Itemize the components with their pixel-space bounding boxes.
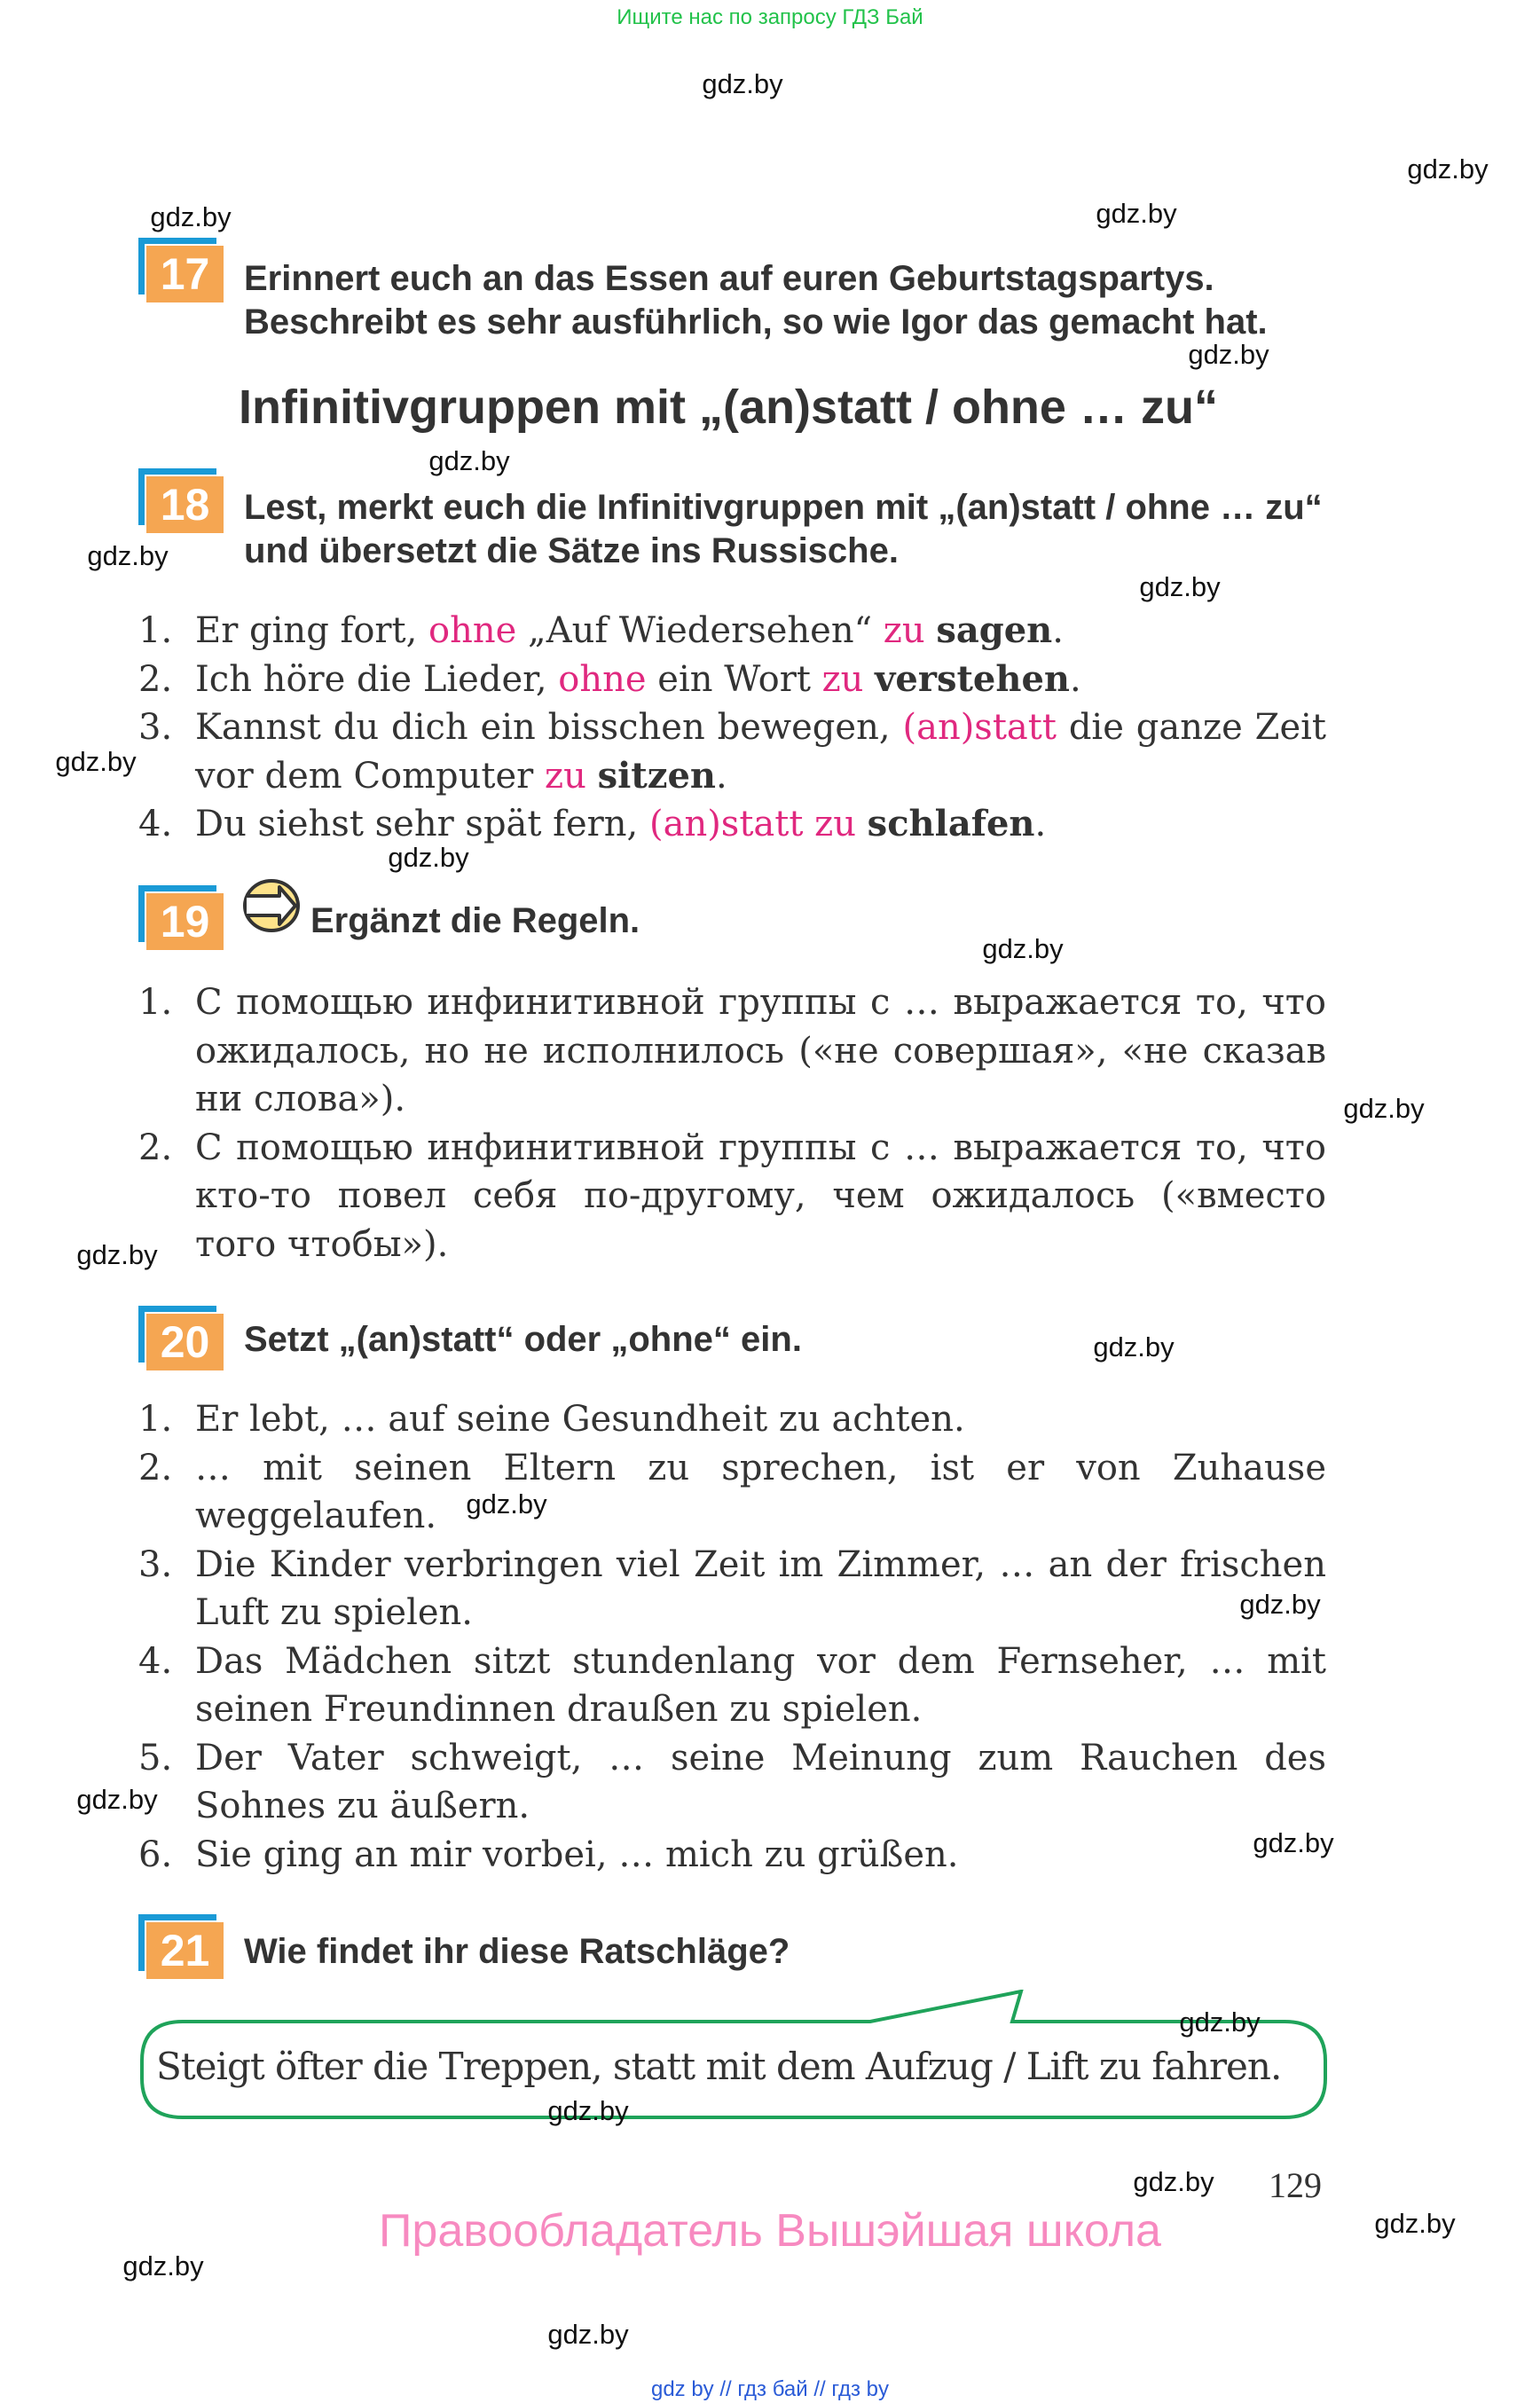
item-number: 5. [138,1737,173,1779]
watermark: gdz.by [702,68,783,99]
sentence-text: Kannst du dich ein bisschen bewegen, [195,707,903,748]
exercise-number: 20 [146,1314,224,1370]
list-item [133,1395,1326,1444]
exercise-number: 19 [146,893,224,950]
exercise-17-task: Erinnert euch an das Essen auf euren Geburtstagspartys. Beschreibt es sehr ausführlich, so wie Igor das gemacht hat. [244,259,1268,342]
sentence-text [586,756,598,797]
watermark: gdz.by [466,1488,547,1520]
sentence-text: Du siehst sehr spät fern, [195,804,649,844]
item-text: С помощью инфинитивной группы с … выражается то, что кто-то повел себя по-другому, чем ожидалось («вместо того чтобы»). [195,1127,1326,1265]
watermark: gdz.by [1133,2166,1214,2197]
item-text: Sie ging an mir vorbei, … mich zu grüßen. [195,1834,959,1875]
highlighted-word: ohne [558,658,647,700]
item-text: Er lebt, … auf seine Gesundheit zu achten. [195,1399,965,1440]
list-item [133,800,1326,849]
watermark: gdz.by [76,1239,158,1270]
exercise-badge-21 [138,1914,224,1976]
sentence-text [925,610,937,651]
item-number: 1. [138,1399,173,1440]
watermark: gdz.by [428,445,510,476]
exercise-20-task: Setzt „(an)statt“ oder „ohne“ ein. [244,1320,802,1359]
watermark: gdz.by [150,201,232,232]
exercise-badge-19 [138,885,224,947]
highlighted-word: zu [821,658,864,700]
watermark: gdz.by [122,2250,204,2281]
item-number: 4. [138,1640,173,1682]
item-number: 3. [138,707,173,748]
item-number: 6. [138,1834,173,1875]
exercise-number: 21 [146,1922,224,1979]
watermark: gdz.by [87,540,169,571]
exercise-badge-18 [138,468,224,530]
watermark: gdz.by [55,746,137,777]
watermark: gdz.by [547,2095,629,2126]
sentence-text: . [716,755,727,797]
footer-links[interactable]: gdz by // гдз бай // гдз by [650,2377,890,2401]
item-text: … mit seinen Eltern zu sprechen, ist er von Zuhause weggelaufen. [195,1447,1326,1536]
highlighted-word: (an)statt [902,707,1057,748]
item-text: С помощью инфинитивной группы с … выражается то, что ожидалось, но не исполнилось («не совершая», «не сказав ни слова»). [195,982,1326,1119]
advice-text: Steigt öfter die Treppen, statt mit dem Aufzug / Lift zu fahren. [156,2045,1282,2088]
watermark: gdz.by [388,842,469,873]
exercise-19-task: Ergänzt die Regeln. [310,901,640,940]
watermark: gdz.by [1253,1827,1334,1858]
highlighted-word: zu [883,610,925,651]
item-number: 3. [138,1543,173,1585]
watermark: gdz.by [547,2319,629,2350]
list-item [133,1831,1326,1880]
watermark: gdz.by [1343,1093,1425,1124]
sentence-text: . [1052,610,1064,651]
exercise-badge-20 [138,1306,224,1368]
exercise-18-list [133,607,1326,849]
sentence-text [856,804,868,844]
item-number: 1. [138,610,173,651]
item-number: 2. [138,1447,173,1488]
page-number: 129 [1269,2165,1322,2205]
sentence-text: Er ging fort, [195,610,429,651]
watermark: gdz.by [1374,2208,1456,2239]
exercise-badge-17 [138,238,224,300]
infinitive-word: verstehen [875,657,1070,700]
watermark: gdz.by [1179,2006,1261,2038]
item-number: 1. [138,982,173,1023]
infinitive-word: schlafen [867,803,1035,844]
sentence-text: die ganze Zeit vor dem Computer [195,707,1327,797]
item-text: Der Vater schweigt, … seine Meinung zum Rauchen des Sohnes zu äußern. [195,1737,1326,1826]
section-heading: Infinitivgruppen mit „(an)statt / ohne … zu“ [239,381,1218,434]
highlighted-word: (an)statt zu [648,804,856,844]
top-search-note: Ищите нас по запросу ГДЗ Бай [617,5,923,29]
item-number: 4. [138,804,173,844]
sentence-text: ein Wort [646,658,822,700]
item-number: 2. [138,658,173,700]
watermark: gdz.by [1139,571,1221,602]
watermark: gdz.by [982,933,1064,964]
exercise-number: 18 [146,476,224,533]
watermark: gdz.by [1188,339,1269,370]
list-item [133,703,1326,800]
highlighted-word: ohne [428,610,517,651]
sentence-text [863,659,875,700]
infinitive-word: sagen [936,609,1053,651]
exercise-21-task: Wie findet ihr diese Ratschläge? [244,1932,790,1971]
highlighted-word: zu [545,755,586,797]
exercise-20-list [133,1395,1326,1879]
item-number: 2. [138,1127,173,1168]
watermark: gdz.by [1093,1331,1175,1362]
copyright-owner: Правообладатель Вышэйшая школа [379,2205,1161,2257]
watermark: gdz.by [1096,198,1177,229]
sentence-text: „Auf Wiedersehen“ [516,610,884,651]
list-item [133,978,1326,1124]
sentence-text: . [1070,658,1081,700]
exercise-19-list [133,978,1326,1268]
list-item [133,1637,1326,1734]
watermark: gdz.by [1239,1589,1321,1620]
exercise-18-task: Lest, merkt euch die Infinitivgruppen mit „(an)statt / ohne … zu“ und übersetzt die Sätze ins Russische. [244,488,1323,570]
list-item [133,607,1326,656]
list-item [133,1734,1326,1831]
arrow-rule-icon [242,878,301,933]
watermark: gdz.by [1407,153,1489,185]
list-item [133,1444,1326,1541]
item-text: Das Mädchen sitzt stundenlang vor dem Fernseher, … mit seinen Freundinnen draußen zu spielen. [195,1640,1326,1730]
watermark: gdz.by [76,1784,158,1815]
list-item [133,656,1326,704]
sentence-text: Ich höre die Lieder, [195,658,559,700]
item-text: Die Kinder verbringen viel Zeit im Zimmer, … an der frischen Luft zu spielen. [195,1543,1326,1633]
sentence-text: . [1034,804,1047,844]
list-item [133,1541,1326,1637]
infinitive-word: sitzen [597,754,717,797]
list-item [133,1124,1326,1269]
exercise-number: 17 [146,246,224,302]
